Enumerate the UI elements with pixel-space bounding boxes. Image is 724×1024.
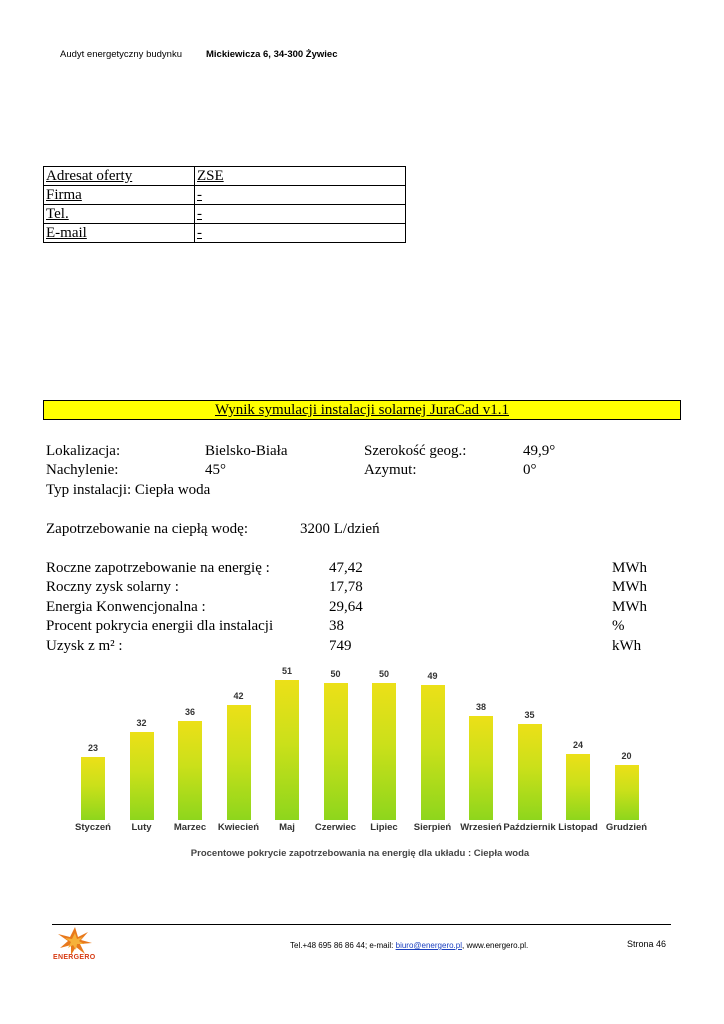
chart-category-label: Grudzień [605,822,648,833]
result-label: Energia Konwencjonalna : [46,599,206,615]
result-value: 749 [329,638,352,654]
chart-category-label: Luty [131,822,152,833]
footer-contact [290,941,528,950]
chart-bar [615,765,639,820]
chart-category-label: Czerwiec [314,822,357,833]
install-type-text: Typ instalacji: Ciepła woda [46,482,211,498]
offer-row [44,167,406,186]
chart-bar [518,724,542,820]
page-header [60,49,338,60]
result-label: Uzysk z m² : [46,638,123,654]
demand-label: Zapotrzebowanie na ciepłą wodę: [46,521,248,537]
chart-value-label: 50 [378,668,389,679]
result-unit: kWh [612,638,642,654]
offer-label: Firma [44,186,195,205]
logo-text: ENERGERO [53,954,96,961]
result-value: 29,64 [329,599,363,615]
chart-value-label: 23 [87,742,98,753]
offer-value: - [195,224,406,243]
chart-caption: Procentowe pokrycie zapotrzebowania na energię dla układu : Ciepła woda [190,848,530,859]
document-title: Audyt energetyczny budynku [60,49,182,60]
chart-value-label: 49 [427,671,438,682]
chart-bar [469,716,493,820]
tilt-value: 45° [205,462,226,478]
chart-category-label: Październik [503,822,556,833]
chart-value-label: 20 [621,751,632,762]
chart-value-label: 38 [475,701,486,712]
azimuth-label: Azymut: [364,462,417,478]
chart-value-label: 35 [524,709,535,720]
result-unit: MWh [612,599,647,615]
azimuth-value: 0° [523,462,537,478]
offer-row [44,224,406,243]
chart-category-label: Kwiecień [217,822,260,833]
email-link[interactable]: biuro@energero.pl [395,941,463,950]
result-unit: MWh [612,560,647,576]
chart-bar [324,683,348,820]
simulation-banner: Wynik symulacji instalacji solarnej JuraCad v1.1 [43,400,681,420]
result-label: Roczny zysk solarny : [46,579,179,595]
offer-value: - [195,186,406,205]
chart-bar [275,680,299,820]
chart-bar [227,705,251,820]
chart-category-label: Sierpień [413,822,452,833]
chart-value-label: 32 [136,718,147,729]
latitude-label: Szerokość geog.: [364,443,467,459]
offer-value: - [195,205,406,224]
latitude-value: 49,9° [523,443,556,459]
tilt-label: Nachylenie: [46,462,119,478]
chart-bar [566,754,590,820]
chart-value-label: 42 [233,690,244,701]
chart-bar [372,683,396,820]
chart-bar [178,721,202,820]
chart-category-label: Styczeń [75,822,111,833]
contact-prefix: Tel.+48 695 86 86 44; e-mail: [290,941,396,950]
chart-bar [130,732,154,820]
offer-row [44,205,406,224]
location-label: Lokalizacja: [46,443,121,459]
result-label: Procent pokrycia energii dla instalacji [46,618,274,634]
offer-row [44,186,406,205]
chart-value-label: 24 [572,740,583,751]
offer-value: ZSE [195,167,406,186]
offer-label: Tel. [44,205,195,224]
chart-category-label: Listopad [558,822,598,833]
chart-category-label: Marzec [173,822,207,833]
chart-value-label: 50 [330,668,341,679]
chart-value-label: 51 [281,666,292,676]
chart-category-label: Maj [279,822,295,833]
chart-category-label: Wrzesień [460,822,502,833]
contact-suffix: , www.energero.pl. [462,941,529,950]
chart-value-label: 36 [184,707,195,718]
result-value: 17,78 [329,579,363,595]
offer-label: Adresat oferty [44,167,195,186]
result-unit: % [612,618,625,634]
result-value: 38 [329,618,344,634]
result-value: 47,42 [329,560,363,576]
building-address: Mickiewicza 6, 34-300 Żywiec [206,49,338,60]
chart-bar [421,685,445,820]
chart-bar [81,757,105,820]
demand-value: 3200 L/dzień [300,521,380,537]
offer-table [43,166,406,243]
chart-category-label: Lipiec [370,822,398,833]
page-number: Strona 46 [627,939,667,949]
offer-label: E-mail [44,224,195,243]
footer-divider [52,924,671,925]
result-label: Roczne zapotrzebowanie na energię : [46,560,270,576]
solar-coverage-chart [60,660,680,875]
location-value: Bielsko-Biała [205,443,288,459]
result-unit: MWh [612,579,647,595]
